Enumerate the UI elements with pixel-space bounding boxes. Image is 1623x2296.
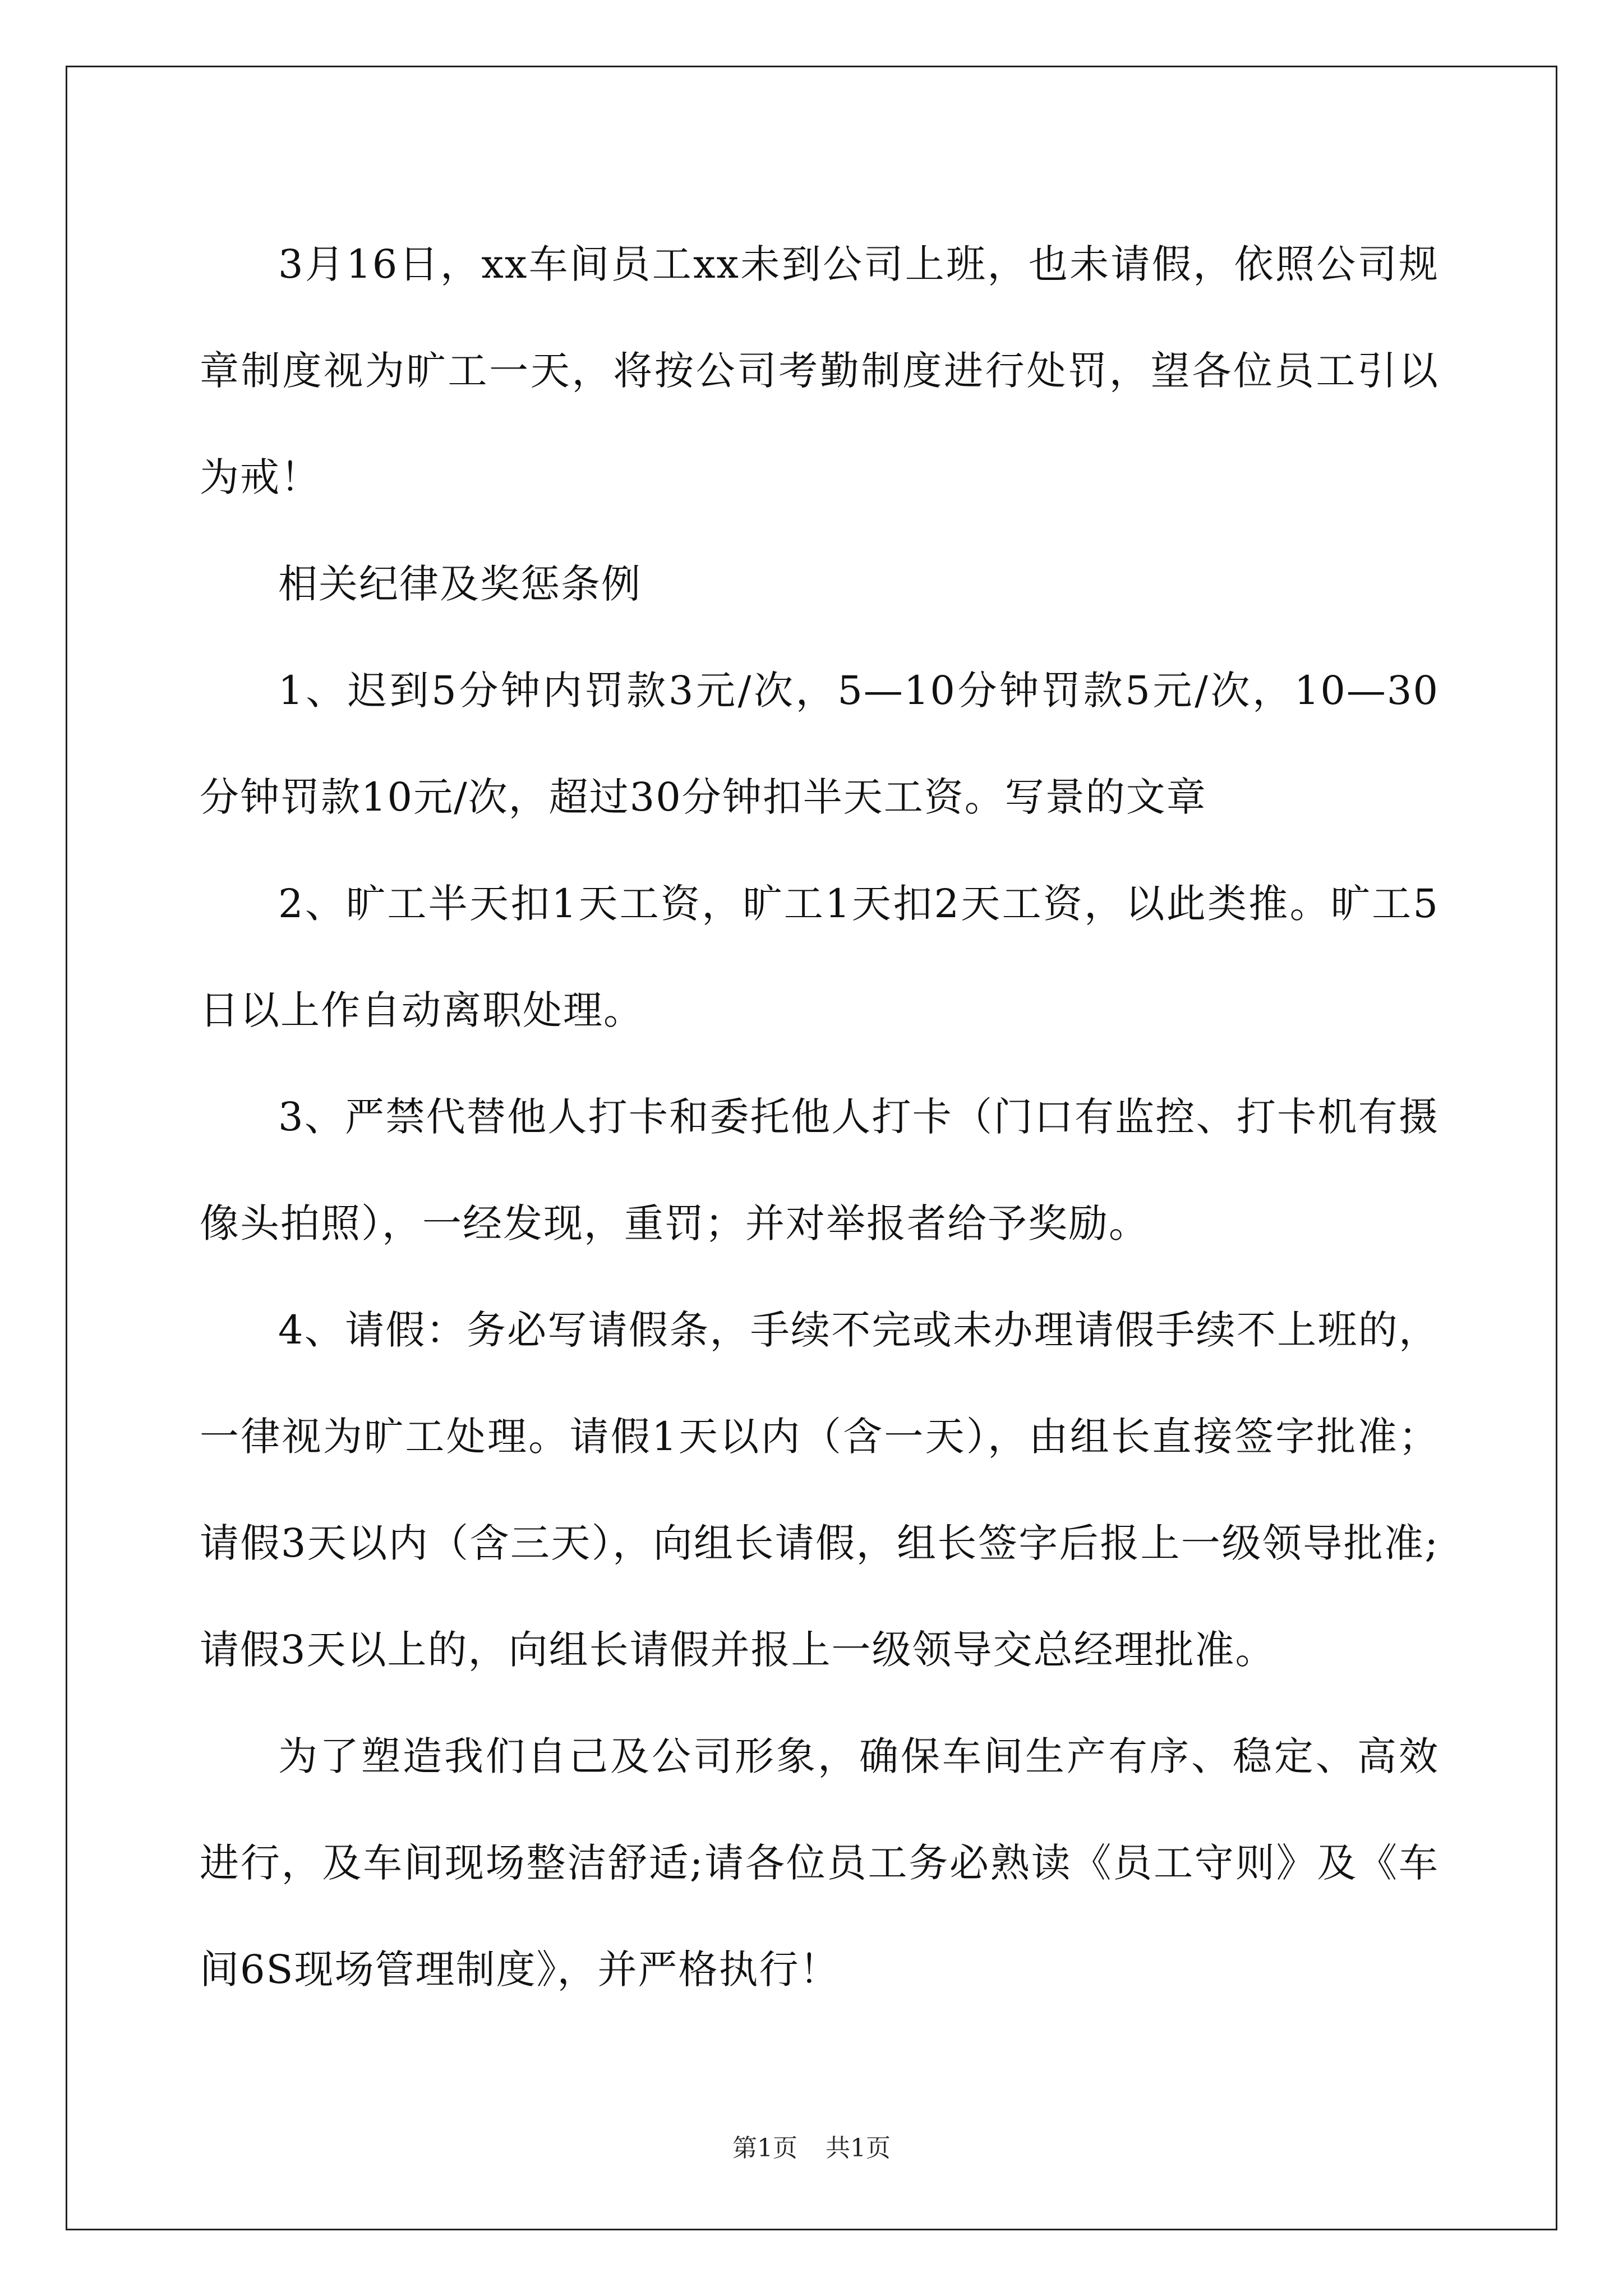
- paragraph-rule-leave: 4、请假：务必写请假条，手续不完或未办理请假手续不上班的，一律视为旷工处理。请假1天以内（含一天），由组长直接签字批准；请假3天以内（含三天），向组长请假，组长签字后报上一级领导批准;请假3天以上的，向组长请假并报上一级领导交总经理批准。: [200, 1307, 1439, 1673]
- paragraph-closing: 为了塑造我们自己及公司形象，确保车间生产有序、稳定、高效进行，及车间现场整洁舒适;请各位员工务必熟读《员工守则》及《车间6S现场管理制度》，并严格执行！: [200, 1733, 1439, 1993]
- paragraph-absence-notice: 3月16日，xx车间员工xx未到公司上班，也未请假，依照公司规章制度视为旷工一天，将按公司考勤制度进行处罚，望各位员工引以为戒！: [200, 241, 1439, 500]
- paragraph-rule-lateness: 1、迟到5分钟内罚款3元/次，5—10分钟罚款5元/次，10—30分钟罚款10元/次，超过30分钟扣半天工资。写景的文章: [200, 668, 1439, 820]
- paragraph-rule-clock-in: 3、严禁代替他人打卡和委托他人打卡（门口有监控、打卡机有摄像头拍照），一经发现，重罚；并对举报者给予奖励。: [200, 1094, 1439, 1246]
- document-body: [200, 211, 1439, 2023]
- paragraph-rule-absenteeism: 2、旷工半天扣1天工资，旷工1天扣2天工资，以此类推。旷工5日以上作自动离职处理。: [200, 881, 1439, 1033]
- page-number: 第1页: [732, 2134, 797, 2162]
- page-total: 共1页: [826, 2134, 891, 2162]
- paragraph-section-heading: 相关纪律及奖惩条例: [278, 561, 642, 607]
- page-footer: [0, 2132, 1623, 2165]
